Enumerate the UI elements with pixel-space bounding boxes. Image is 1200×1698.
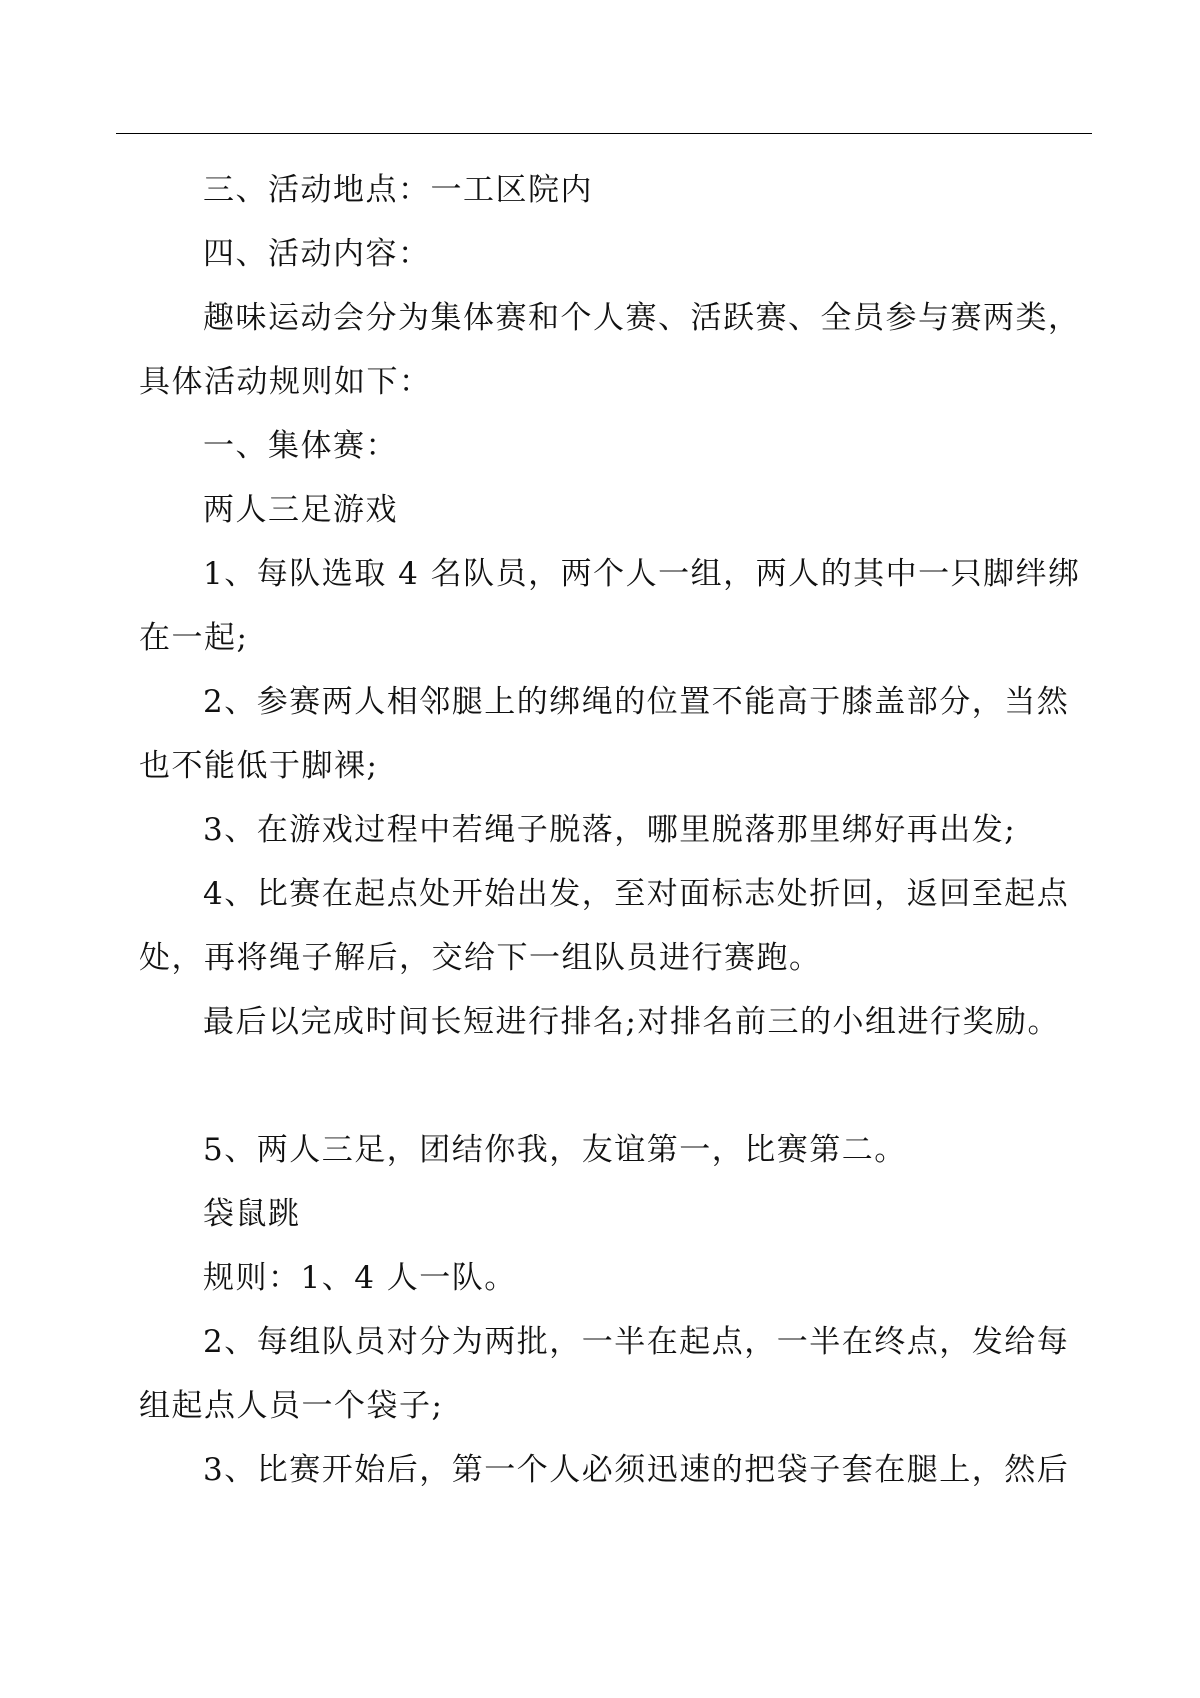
rule-1-line-1: 1、每队选取 4 名队员，两个人一组，两人的其中一只脚绊绑 [203,556,1081,592]
rule-2-line-1: 2、参赛两人相邻腿上的绑绳的位置不能高于膝盖部分，当然 [203,684,1070,720]
group-contest-heading: 一、集体赛： [203,428,398,464]
rule-5: 5、两人三足，团结你我，友谊第一，比赛第二。 [203,1132,907,1168]
header-rule [116,133,1092,134]
section-content-heading: 四、活动内容： [203,236,431,272]
section-location: 三、活动地点：一工区院内 [203,172,593,208]
ranking-note: 最后以完成时间长短进行排名;对排名前三的小组进行奖励。 [203,1004,1060,1040]
rule-2-line-2: 也不能低于脚裸; [139,748,379,784]
rule-4-line-1: 4、比赛在起点处开始出发，至对面标志处折回，返回至起点 [203,876,1070,912]
rule-3: 3、在游戏过程中若绳子脱落，哪里脱落那里绑好再出发; [203,812,1017,848]
rule-1-line-2: 在一起; [139,620,249,656]
kangaroo-jump-title: 袋鼠跳 [203,1196,301,1232]
intro-paragraph-line-2: 具体活动规则如下： [139,364,432,400]
rule-4-line-2: 处，再将绳子解后，交给下一组队员进行赛跑。 [139,940,822,976]
kangaroo-rule-3-line-1: 3、比赛开始后，第一个人必须迅速的把袋子套在腿上，然后 [203,1452,1070,1488]
kangaroo-rule-2-line-2: 组起点人员一个袋子; [139,1388,444,1424]
intro-paragraph-line-1: 趣味运动会分为集体赛和个人赛、活跃赛、全员参与赛两类， [203,300,1081,336]
kangaroo-rule-2-line-1: 2、每组队员对分为两批，一半在起点，一半在终点，发给每 [203,1324,1070,1360]
three-legged-game-title: 两人三足游戏 [203,492,398,528]
kangaroo-rule-1: 规则：1、4 人一队。 [203,1260,517,1296]
